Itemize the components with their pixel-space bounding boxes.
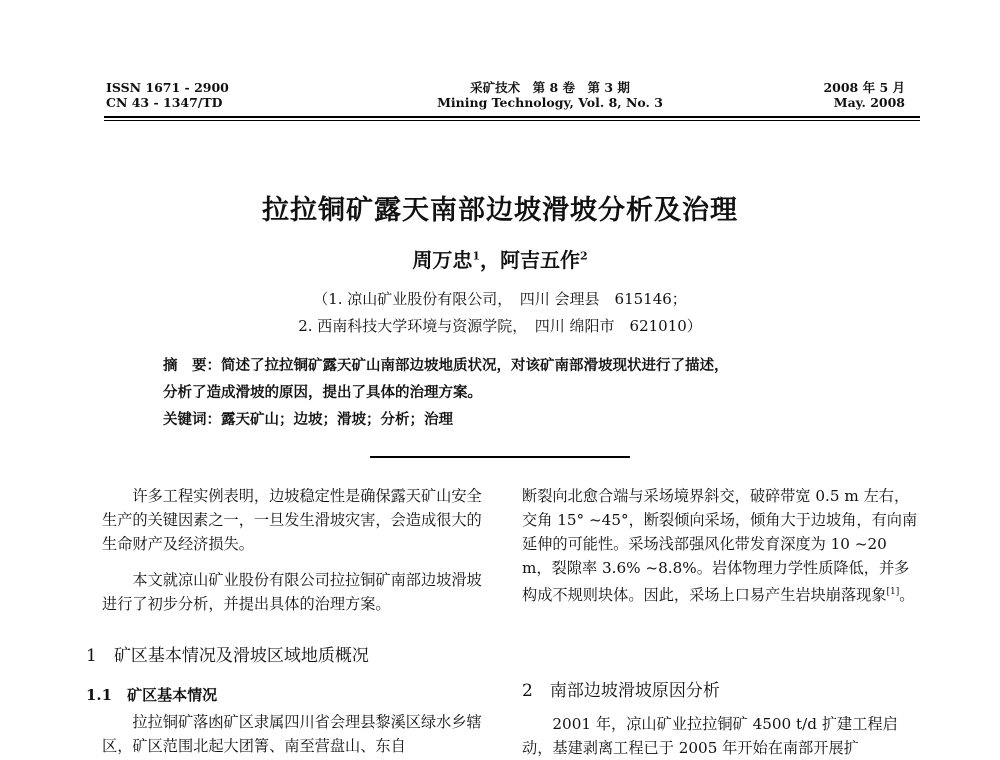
left-paragraph-2: 本文就凉山矿业股份有限公司拉拉铜矿南部边坡滑坡进行了初步分析，并提出具体的治理方案。 [102,571,482,613]
date-en: May. 2008 [833,95,905,110]
journal-codes [106,80,229,110]
affiliation-2: 2. 西南科技大学环境与资源学院， 四川 绵阳市 621010） [298,317,702,335]
keywords [163,408,453,429]
author-line [0,244,1000,273]
abstract-line-2: 分析了造成滑坡的原因，提出了具体的治理方案。 [163,384,482,401]
author-separator: ， [480,248,500,272]
left-paragraph-3: 拉拉铜矿落凼矿区隶属四川省会理县黎溪区绿水乡辖区，矿区范围北起大团箐、南至营盘山、东自 [102,713,482,755]
header-rule-thin [104,120,920,121]
abstract-line-1 [163,354,729,375]
journal-name-cn: 采矿技术 第 8 卷 第 3 期 [470,80,630,95]
keywords-label: 关键词： [163,411,221,428]
issue-date [823,80,905,110]
right-paragraph-1-end: 。 [899,586,915,605]
header-rule-thick [104,116,920,118]
author-1-affil: 1 [472,249,480,263]
right-paragraph-1 [522,484,920,607]
abstract-divider [370,456,630,458]
author-2: 阿吉五作 [500,248,580,272]
abstract-label: 摘 要： [163,357,221,374]
right-paragraph-1-text: 断裂向北愈合端与采场境界斜交，破碎带宽 0.5 m 左右，交角 15° ~45°，断裂倾向采场，倾角大于边坡角，有向南延伸的可能性。采场浅部强风化带发育深度为 10 ~20 m，裂隙率 3.6% ~8.8%。岩体物理力学性质降低，并多构成不规则块体。因此，采场上口易产生岩块崩落现象 [522,487,918,605]
citation-ref-1: [1] [886,587,900,597]
cn-number: CN 43 - 1347/TD [106,95,223,110]
issn: ISSN 1671 - 2900 [106,80,229,95]
date-cn: 2008 年 5 月 [823,80,905,95]
author-2-affil: 2 [580,249,588,263]
right-paragraph-2: 2001 年，凉山矿业拉拉铜矿 4500 t/d 扩建工程启动，基建剥离工程已于 2005 年开始在南部开展扩 [522,715,898,757]
paper-title: 拉拉铜矿露天南部边坡滑坡分析及治理 [262,195,738,226]
abstract-text-1: 简述了拉拉铜矿露天矿山南部边坡地质状况，对该矿南部滑坡现状进行了描述， [221,357,729,374]
left-paragraph-1: 许多工程实例表明，边坡稳定性是确保露天矿山安全生产的关键因素之一，一旦发生滑坡灾害，会造成很大的生命财产及经济损失。 [102,487,482,553]
author-1: 周万忠 [412,248,473,272]
journal-info [420,80,680,110]
affiliation-1: （1. 凉山矿业股份有限公司， 四川 会理县 615146； [313,290,687,308]
keywords-text: 露天矿山；边坡；滑坡；分析；治理 [221,411,453,428]
journal-name-en: Mining Technology, Vol. 8, No. 3 [437,95,663,110]
subsection-1-1-heading: 1.1 矿区基本情况 [86,686,218,704]
section-2-heading: 2 南部边坡滑坡原因分析 [522,681,720,701]
section-1-heading: 1 矿区基本情况及滑坡区域地质概况 [86,646,369,666]
